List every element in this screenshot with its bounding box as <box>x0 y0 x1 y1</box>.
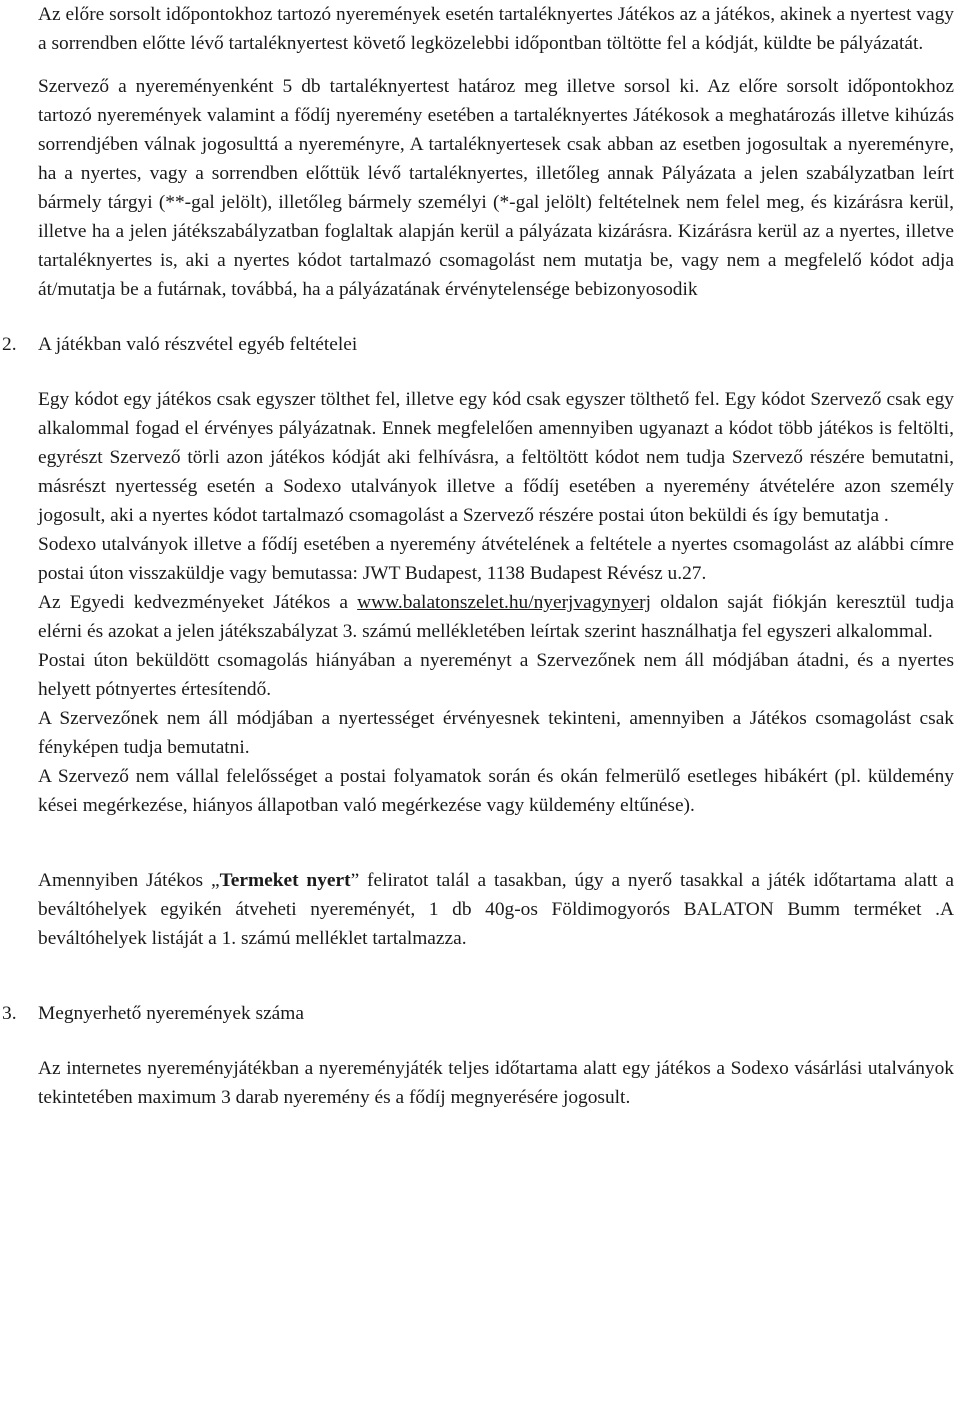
section-3-heading <box>2 999 954 1028</box>
discounts-text-end: oldalon saját fiókján keresztül tudja elérni és azokat a jelen játékszabályzat 3. számú mellékletében leírtak szerint használhatja fel egyszeri alkalommal. <box>38 592 955 642</box>
paragraph-prize-limit: Az internetes nyereményjátékban a nyereményjáték teljes időtartama alatt egy játékos a Sodexo vásárlási utalványok tekintetében maximum 3 darab nyeremény és a fődíj megnyerésére jogosult. <box>38 1058 954 1108</box>
section-2-heading <box>2 330 954 359</box>
paragraph-postal-liability: A Szervező nem vállal felelősséget a postai folyamatok során és okán felmerülő esetleges hibákért (pl. küldemény kései megérkezése, hiányos állapotban való megérkezése vagy küldemény eltűnése). <box>38 766 954 816</box>
paragraph-product-prize <box>38 866 954 953</box>
paragraph-photo-not-accepted: A Szervezőnek nem áll módjában a nyertességet érvényesnek tekinteni, amennyiben a Játékos csomagolást csak fényképen tudja bemutatni. <box>38 708 954 758</box>
product-prize-text-start: Amennyiben Játékos „ <box>38 870 220 891</box>
discounts-text-start: Az Egyedi kedvezményeket Játékos a <box>38 592 358 613</box>
paragraph-missing-packaging: Postai úton beküldött csomagolás hiányában a nyereményt a Szervezőnek nem áll módjában átadni, és a nyertes helyett pótnyertes értesítendő. <box>38 650 954 700</box>
paragraph-prize-claim-address: Sodexo utalványok illetve a fődíj esetében a nyeremény átvételének a feltétele a nyertes csomagolást az alábbi címre postai úton visszaküldje vagy bemutassa: JWT Budapest, 1138 Budapest Révész u.27. <box>38 534 954 584</box>
paragraph-code-upload-rules: Egy kódot egy játékos csak egyszer tölthet fel, illetve egy kód csak egyszer tölthető fel. Egy kódot Szervező csak egy alkalommal fogad el érvényes pályázatnak. Ennek megfelelően amennyiben ugyanazt a kódot több játékos is feltölti, egyrészt Szervező törli azon játékos kódját aki felhívásra, a feltöltött kódot nem tudja Szervező részére bemutatni, másrészt nyertesség esetén a Sodexo utalványok illetve a fődíj esetében a nyeremény átvételére azon személy jogosult, aki a nyertes kódot tartalmazó csomagolást a Szervező részére postai úton beküldi és így bemutatja . <box>38 389 954 526</box>
paragraph-individual-discounts <box>38 588 954 646</box>
paragraph-reserve-winner-rules: Szervező a nyereményenként 5 db tartaléknyertest határoz meg illetve sorsol ki. Az előre sorsolt időpontokhoz tartozó nyeremények valamint a fődíj nyeremény esetében a tartaléknyertes Játékosok a meghatározás illetve kihúzás sorrendjében válnak jogosulttá a nyereményre, A tartaléknyertesek csak abban az esetben jogosultak a nyereményre, ha a nyertes, vagy a sorrendben előttük lévő tartaléknyertes, illetőleg annak Pályázata a jelen szabályzatban leírt bármely tárgyi (**-gal jelölt), illetőleg bármely személyi (*-gal jelölt) feltételnek nem felel meg, és kizárásra kerül, illetve ha a jelen játékszabályzatban foglaltak alapján kerül a pályázata kizárásra. Kizárásra kerül az a nyertes, illetve tartaléknyertes is, aki a nyertes kódot tartalmazó csomagolást nem mutatja be, vagy nem a megfelelő kódot adja át/mutatja be a futárnak, továbbá, ha a pályázatának érvénytelensége bebizonyosodik <box>38 76 954 300</box>
section-3-number: 3. <box>2 1003 17 1024</box>
product-prize-text-end: ” feliratot talál a tasakban, úgy a nyerő tasakkal a játék időtartama alatt a beváltóhelyek egyikén átveheti nyereményét, 1 db 40g-os Földimogyorós BALATON Bumm terméket .A beváltóhelyek listáját a 1. számú melléklet tartalmazza. <box>38 870 954 949</box>
paragraph-reserve-winner-definition: Az előre sorsolt időpontokhoz tartozó nyeremények esetén tartaléknyertes Játékos az a játékos, akinek a nyertest vagy a sorrendben előtte lévő tartaléknyertest követő legközelebbi időpontban töltötte fel a kódját, küldte be pályázatát. <box>38 4 954 54</box>
product-prize-bold-label: Termeket nyert <box>219 870 351 891</box>
section-2-number: 2. <box>2 334 17 355</box>
nyerjvagynyerj-link[interactable]: www.balatonszelet.hu/nyerjvagynyerj <box>357 592 651 613</box>
section-2-title: A játékban való részvétel egyéb feltételei <box>38 334 358 355</box>
section-3-title: Megnyerhető nyeremények száma <box>38 1003 304 1024</box>
